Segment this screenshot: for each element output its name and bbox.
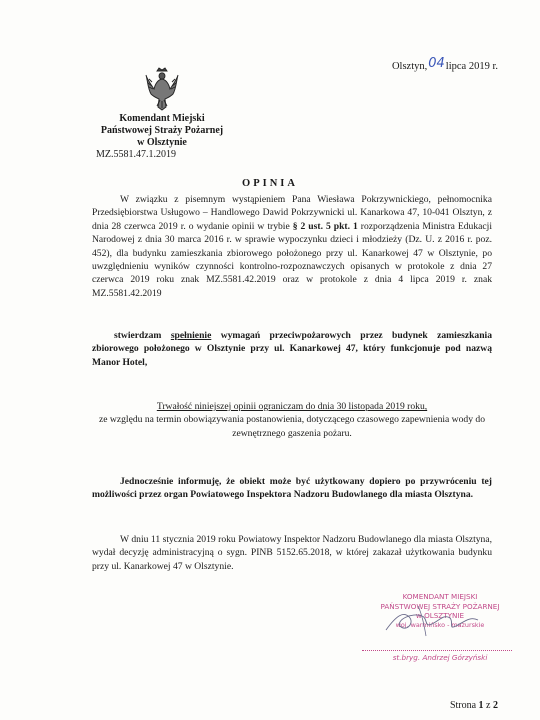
issuer-block: [92, 113, 232, 161]
document-title: OPINIA: [242, 178, 298, 189]
paragraph-2-text-b: wymagań przeciwpożarowych przez budynek zamieszkania zbiorowego położonego w Olsztynie przy ul. Kanarkowej 47, który funkcjonuje pod nazwą Manor Hotel,: [92, 330, 493, 368]
handwritten-day: 04: [428, 56, 445, 71]
page-current: 1: [478, 700, 484, 711]
page-prefix: Strona: [449, 700, 477, 711]
validity-line-rest: ze względu na termin obowiązywania postanowienia, dotyczącego czasowego zapewnienia wody do zewnętrznego gaszenia pożaru.: [99, 414, 485, 439]
validity-note: [92, 400, 492, 440]
stamp-line-4: woj. warmińsko - mazurskie: [395, 620, 485, 629]
stamp-line-3: w OLSZTYNIE: [415, 611, 465, 620]
reference-number: MZ.5581.47.1.2019: [96, 149, 176, 160]
stamp-line-2: PAŃSTWOWEJ STRAŻY POŻARNEJ: [380, 601, 500, 611]
document-date: [392, 58, 498, 73]
issuer-line-2: Państwowej Straży Pożarnej: [100, 125, 224, 136]
paragraph-1-text-a: W związku z pisemnym wystąpieniem Pana Wiesława Pokrzywnickiego, pełnomocnika Przedsiębiorstwa Usługowo – Handlowego Dawid Pokrzywnicki ul. Kanarkowa 47, 10-041 Olsztyn, z dnia 28 czerwca 2019 r. o wydanie opinii w trybie: [92, 194, 492, 232]
paragraph-request: [92, 193, 492, 300]
paragraph-notice: [92, 475, 492, 502]
paragraph-4-text: W dniu 11 stycznia 2019 roku Powiatowy Inspektor Nadzoru Budowlanego dla miasta Olsztyna, wydał decyzję administracyjną o sygn. PINB 5152.65.2018, w której zakazał użytkowania budynku przy ul. Kanarkowej 47 w Olsztynie.: [92, 534, 492, 572]
paragraph-1-text-b: rozporządzenia Ministra Edukacji Narodowej z dnia 30 marca 2016 r. w sprawie wypoczynku dzieci i młodzieży (Dz. U. z 2016 r. poz. 452), dla budynku zamieszkania zbiorowego położonego przy ul. Kanarkowej 47 w Olsztynie, po uwzględnieniu wyników czynności kontrolno-rozpoznawczych opisanych w protokole z dnia 27 czerwca 2019 roku znak MZ.5581.42.2019 oraz w protokole z dnia 4 lipca 2019 r. znak MZ.5581.42.2019: [92, 220, 492, 299]
paragraph-2-text-a: stwierdzam: [114, 330, 171, 341]
paragraph-3-text: Jednocześnie informuję, że obiekt może być użytkowany dopiero po przywróceniu tej możliwości przez organ Powiatowego Inspektora Nadzoru Budowlanego dla miasta Olsztyna.: [92, 476, 492, 501]
signature-line: [362, 650, 512, 652]
page-separator: z: [486, 700, 491, 711]
issuer-line-3: w Olsztynie: [137, 137, 187, 148]
date-suffix: lipca 2019 r.: [445, 61, 498, 72]
legal-basis: § 2 ust. 5 pkt. 1: [292, 220, 358, 232]
validity-line-underlined: Trwałość niniejszej opinii ograniczam do dnia 30 listopada 2019 roku,: [156, 401, 428, 412]
paragraph-finding: [92, 329, 492, 369]
paragraph-2-underlined: spełnienie: [170, 330, 212, 341]
polish-eagle-emblem-icon: [145, 67, 179, 111]
signer-name: st.bryg. Andrzej Górzyński: [392, 653, 488, 662]
date-prefix: Olsztyn,: [391, 61, 428, 72]
issuer-line-1: Komendant Miejski: [119, 113, 205, 124]
page-number: [450, 700, 498, 711]
paragraph-decision: [92, 533, 492, 573]
page-total: 2: [493, 700, 498, 711]
stamp-line-1: KOMENDANT MIEJSKI: [402, 592, 478, 601]
handwritten-signature: [366, 596, 506, 642]
